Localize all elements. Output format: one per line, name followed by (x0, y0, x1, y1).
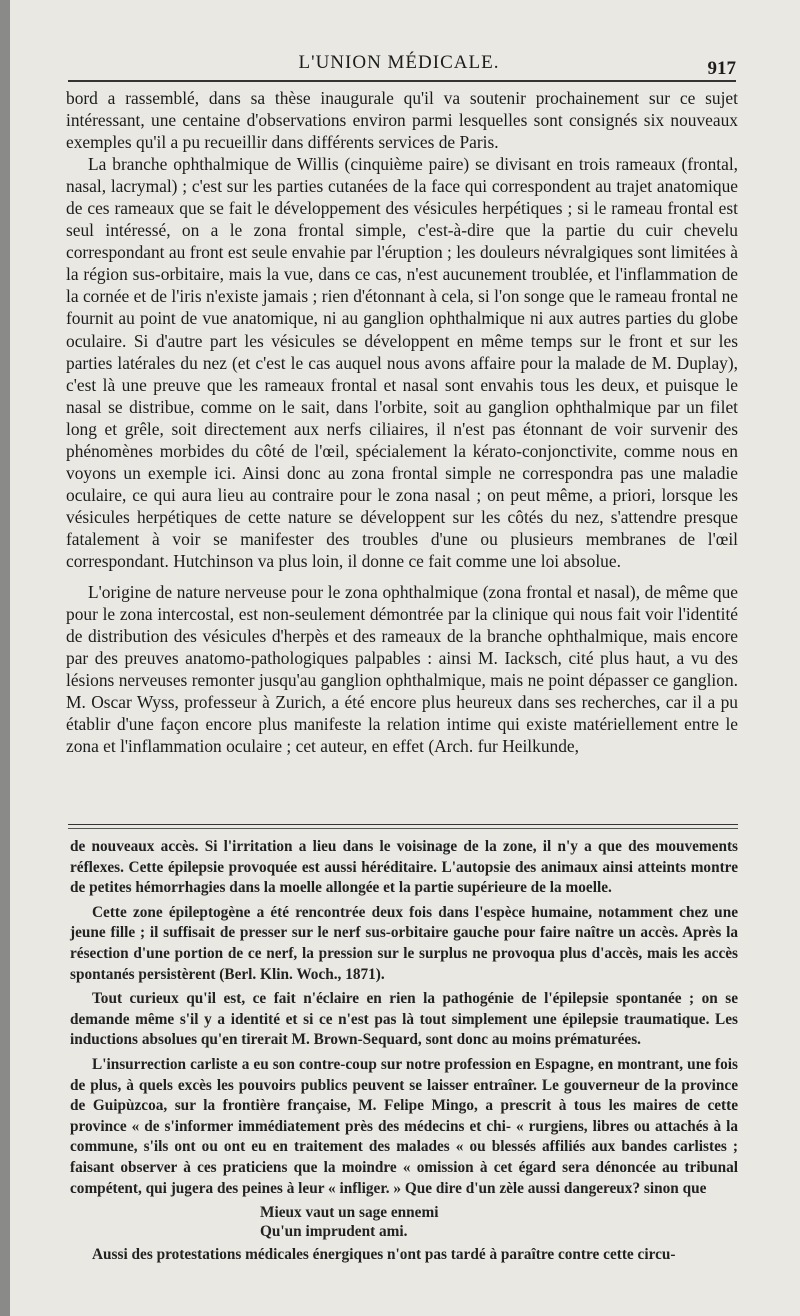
header-rule (68, 80, 736, 82)
note-paragraph: Tout curieux qu'il est, ce fait n'éclaire en rien la pathogénie de l'épilepsie spontanée ; on se demande même s'il y a identité et si ce n'est pas là tout simplement une épilepsie traumatique. Les inductions absolues qu'en tirerait M. Brown-Sequard, sont donc au moins prématurées. (70, 990, 738, 1049)
note-paragraph: Cette zone épileptogène a été rencontrée deux fois dans l'espèce humaine, notamment chez une jeune fille ; il suffisait de presser sur le nerf sus-orbitaire gauche pour faire naître un accès. Après la résection d'une portion de ce nerf, la pression sur le surplus ne provoqua plus d'accès, mais les accès spontanés persistèrent (Berl. Klin. Woch., 1871). (70, 903, 738, 983)
journal-title: L'UNION MÉDICALE. (298, 52, 500, 73)
document-page (10, 0, 800, 1316)
verse-quote (260, 1203, 738, 1241)
article-paragraph: La branche ophthalmique de Willis (cinquième paire) se divisant en trois rameaux (frontal, nasal, lacrymal) ; c'est sur les parties cutanées de la face qui correspondent au trajet anatomique de ces rameaux que se fait le développement des vésicules herpétiques ; si le rameau frontal est seul intéressé, on a le zona frontal simple, c'est-à-dire que la partie du cuir chevelu correspondant au front est seule envahie par l'éruption ; les douleurs névralgiques sont limitées à la région sus-orbitaire, mais la vue, dans ce cas, n'est aucunement troublée, et l'inflammation de la cornée et de l'iris n'existe jamais ; rien d'étonnant à cela, si l'on songe que le rameau frontal ne fournit au point de vue anatomique, ni au ganglion ophthalmique ni aux autres parties du globe oculaire. Si d'autre part les vésicules se développent en même temps sur le front et sur les parties latérales du nez (et c'est le cas auquel nous avons affaire pour la malade de M. Duplay), c'est là une preuve que les rameaux frontal et nasal sont envahis tous les deux, et puisque le nasal se distribue, comme on le sait, dans l'orbite, soit au ganglion ophthalmique par un filet long et grêle, soit directement aux nerfs ciliaires, il n'est pas étonnant de voir survenir des phénomènes morbides du côté de l'œil, spécialement la kérato-conjonctivite, comme nous en voyons un exemple ici. Ainsi donc au zona frontal simple ne correspondra pas une maladie oculaire, ce qui aura lieu au contraire pour le zona nasal ; on peut même, a priori, lorsque les vésicules herpétiques de cette nature se développent sur les côtés du nez, s'attendre presque fatalement à voir se manifester des troubles d'une ou plusieurs membranes de l'œil correspondant. Hutchinson va plus loin, il donne ce fait comme une loi absolue. (66, 154, 738, 571)
note-paragraph: Aussi des protestations médicales énergiques n'ont pas tardé à paraître contre cette circu- (92, 1246, 676, 1264)
note-paragraph: L'insurrection carliste a eu son contre-coup sur notre profession en Espagne, en montrant, une fois de plus, à quels excès les pouvoirs publics peuvent se laisser entraîner. Le gouverneur de la province de Guipùzcoa, sur la frontière française, M. Felipe Mingo, a prescrit à tous les maires de cette province « de s'informer immédiatement près des médecins et chi- « rurgiens, libres ou attachés à la commune, s'ils ont ou ont eu en traitement des malades « ou blessés affiliés aux bandes carlistes ; faisant observer à ces praticiens que la moindre « omission à cet égard sera dénoncée au tribunal compétent, qui jugera des peines à leur « infliger. » Que dire d'un zèle aussi dangereux? sinon que (70, 1055, 738, 1197)
article-paragraph: bord a rassemblé, dans sa thèse inaugurale qu'il va soutenir prochainement sur ce sujet intéressant, une centaine d'observations environ parmi lesquelles sont consignés six nouveaux exemples qu'il a pu recueillir dans différents services de Paris. (66, 88, 738, 153)
article-paragraph: L'origine de nature nerveuse pour le zona ophthalmique (zona frontal et nasal), de même que pour le zona intercostal, est non-seulement démontrée par la clinique qui nous fait voir l'identité de distribution des vésicules d'herpès et des rameaux de la branche ophthalmique, mais encore par des preuves anatomo-pathologiques palpables : ainsi M. Iacksch, cité plus haut, a vu des lésions nerveuses remonter jusqu'au ganglion ophthalmique, mais ne point dépasser ce ganglion. M. Oscar Wyss, professeur à Zurich, a été encore plus heureux dans ses recherches, car il a pu établir d'une façon encore plus manifeste la relation intime qui existe matériellement entre le zona et l'inflammation oculaire ; cet auteur, en effet (Arch. fur Heilkunde, (66, 582, 738, 757)
note-paragraph: de nouveaux accès. Si l'irritation a lieu dans le voisinage de la zone, il n'y a que des mouvements réflexes. Cette épilepsie provoquée est aussi héréditaire. L'autopsie des animaux ainsi atteints montre de petites hémorrhagies dans la moelle allongée et la partie supérieure de la moelle. (70, 838, 738, 897)
feuilleton-section (70, 837, 738, 1266)
feuilleton-divider (68, 824, 738, 829)
verse-line: Qu'un imprudent ami. (260, 1223, 408, 1241)
main-article (66, 87, 738, 757)
verse-line: Mieux vaut un sage ennemi (260, 1204, 439, 1222)
page-header (68, 52, 736, 82)
page-number: 917 (707, 58, 736, 79)
